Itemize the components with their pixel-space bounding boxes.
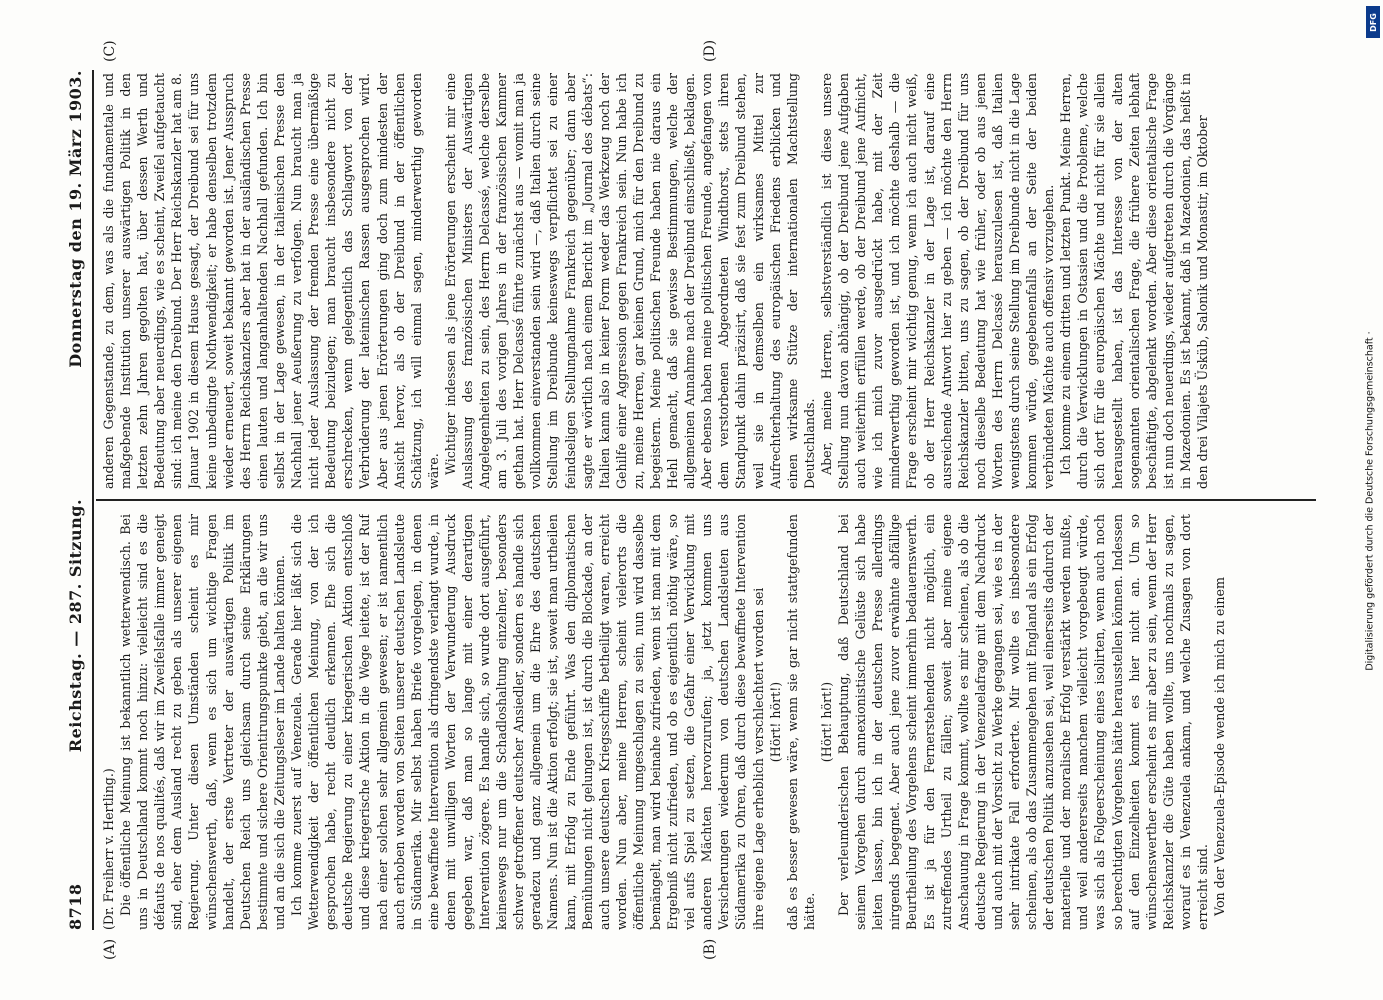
speaker-label: (Dr. Freiherr v. Hertling.) [101, 768, 116, 930]
margin-marker-a: (A) [102, 938, 118, 960]
session-title: Reichstag. — 287. Sitzung. [65, 498, 85, 753]
header-rule [92, 70, 94, 930]
paragraph: Wichtiger indessen als jene Erörterungen erscheint mir eine Auslassung des französischen Ministers der Auswärtigen Angelegenheiten zu sein, des Herrn Delcassé, welche derselbe am 3. Juli des vorigen Jahres in der französischen Kammer gethan hat. Herr Delcassé führte zunächst aus — womit man ja vollkommen einverstanden sein wird —, daß Italien durch seine Stellung im Dreibunde keineswegs verpflichtet sei zu einer feindseligen Stellungnahme Frankreich gegenüber; dann aber sagte er wörtlich nach einem Bericht im „Journal des débats“: Italien kann also in keiner Form weder das Werkzeug noch der Gehilfe einer Aggression gegen Frankreich sein. Nun habe ich zu, meine Herren, gar keinen Grund, mich für den Dreibund zu begeistern. Meine politischen Freunde haben nie daraus ein Hehl gemacht, daß sie gewisse Bestimmungen, welche der allgemeinen Annahme nach der Dreibund einschließt, beklagen. Aber ebenso haben meine politischen Freunde, angefangen von dem verstorbenen Abgeordneten Windthorst, stets ihren Standpunkt dahin präzisirt, daß sie fest zum Dreibund stehen, weil sie in demselben ein wirksames Mittel zur Aufrechterhaltung des europäischen Friedens erblicken und einen wirksame Stütze der internationalen Machtstellung Deutschlands. [442, 73, 817, 489]
session-date: Donnerstag den 19. März 1903. [65, 70, 85, 368]
right-column [100, 73, 1315, 489]
paragraph: anderen Gegenstande, zu dem, was als die fundamentale und maßgebende Institution unserer auswärtigen Politik in den letzten zehn Jahren gegolten hat, über dessen Werth und Bedeutung aber neuerdings, wie es scheint, Zweifel aufgetaucht sind: ich meine den Dreibund. Der Herr Reichskanzler hat am 8. Januar 1902 in diesem Hause gesagt, der Dreibund sei für uns keine unbedingte Nothwendigkeit; er habe denselben trotzdem wieder erneuert, soweit bekannt geworden ist. Jener Ausspruch des Herrn Reichskanzlers aber hat in der ausländischen Presse einen lauten und langanhaltenden Nachhall gefunden. Ich bin selbst in der Lage gewesen, in der italienischen Presse den Nachhall jener Aeußerung zu verfolgen. Nun braucht man ja nicht jeder Auslassung der fremden Presse eine übermäßige Bedeutung beizulegen; man braucht insbesondere nicht zu erschrecken, wenn gelegentlich das Schlagwort von der Verbrüderung der lateinischen Rassen ausgesprochen wird. Aber aus jenen Erörterungen ging doch zum mindesten der Ansicht hervor, als ob der Dreibund in der öffentlichen Schätzung, ich will einmal sagen, minderwerthig geworden wäre. [101, 73, 441, 489]
margin-marker-d: (D) [702, 39, 718, 62]
paragraph: Von der Venezuela-Episode wende ich mich zu einem [1212, 577, 1228, 916]
digitization-credit [1362, 8, 1378, 993]
dfg-logo: DFG [1366, 6, 1380, 38]
paragraph: Der verleumderischen Behauptung, daß Deutschland bei seinem Vorgehen durch annexionistische Gelüste sich habe leiten lassen, bin ich in der deutschen Presse allerdings nirgends begegnet. Aber auch jene zuvor erwähnte abfällige Beurtheilung des Vorgehens scheint immerhin bedauernswerth. Es ist ja für den Fernerstehenden nicht möglich, ein zutreffendes Urtheil zu fällen; soweit aber meine eigene Anschauung in Frage kommt, wollte es mir scheinen, als ob die deutsche Regierung in der Venezuelafrage mit dem Nachdruck und auch mit der Vorsicht zu Werke gegangen sei, wie es in der sehr intrikate Fall erforderte. Mir wollte es insbesondere scheinen, als ob das Zusammengehen mit England als ein Erfolg der deutschen Politik anzusehen sei, weil einerseits dadurch der materielle und der moralische Erfolg verstärkt werden mußte, und weil andererseits manchem vielleicht vorgebeugt würde, was sich als Folgeerscheinung eines isolirten, wenn auch noch so berechtigten Vorgehens hätte herausstellen können. Indessen auf den Einzelheiten kommt es hier nicht an. Um so wünschenswerther erscheint es mir aber zu sein, wenn der Herr Reichskanzler die Güte haben wollte, uns nochmals zu sagen, worauf es in Venezuela ankam, und welche Zusagen von dort erreicht sind. [836, 514, 1210, 930]
margin-marker-b: (B) [702, 938, 718, 960]
left-column [100, 514, 1315, 930]
margin-marker-c: (C) [102, 40, 118, 62]
credit-text: Digitalisierung gefördert durch die Deutsche Forschungsgemeinschaft · [1364, 330, 1376, 671]
column-divider [96, 499, 1316, 501]
running-header [62, 70, 88, 930]
page-number: 8718 [65, 883, 85, 930]
paragraph: Ich komme zu einem dritten und letzten Punkt. Meine Herren, durch die Verwicklungen in Ostasien und die Probleme, welche sich dort für die europäischen Mächte und nicht für sie allein herausgestellt haben, ist das Interesse von der alten sogenannten orientalischen Frage, die frühere Zeiten lebhaft beschäftigte, abgelenkt worden. Aber diese orientalische Frage ist nun doch neuerdings, wieder aufgetreten durch die Vorgänge in Mazedonien. Es ist bekannt, daß in Mazedonien, das heißt in den drei Vilajets Üsküb, Salonik und Monastir, im Oktober [1058, 73, 1210, 489]
interjection: (Hört! hört!) [767, 681, 783, 763]
paragraph: daß es besser gewesen wäre, wenn sie gar nicht stattgefunden hätte. [784, 514, 817, 930]
rotated-page-content [62, 39, 1322, 960]
paragraph: Ich komme zuerst auf Venezuela. Gerade hier läßt sich die Wetterwendigkeit der öffentlichen Meinung, von der ich gesprochen habe, recht deutlich erkennen. Ehe sich die deutsche Regierung zu einer kriegerischen Aktion entschloß und diese kriegerische Aktion in die Wege leitete, ist der Ruf nach einer solchen sehr allgemein gewesen; er ist namentlich auch erhoben worden von Seiten unserer deutschen Landsleute in Südamerika. Mir selbst haben Briefe vorgelegen, in denen eine bewaffnete Intervention als dringendste verlangt wurde, in denen mit unwilligen Worten der Verwunderung Ausdruck gegeben war, daß man so lange mit einer derartigen Intervention zögere. Es handle sich, so wurde dort ausgeführt, keineswegs nur um die Schadloshaltung einzelner, besonders schwer getroffener deutscher Ansiedler, sondern es handle sich geradezu und ganz allgemein um die Ehre des deutschen Namens. Nun ist die Aktion erfolgt; sie ist, soweit man urtheilen kann, mit Erfolg zu Ende geführt. Was den diplomatischen Bemühungen nicht gelungen ist, ist durch die Blockade, an der auch unsere deutschen Kriegsschiffe betheiligt waren, erreicht worden. Nun aber, meine Herren, scheint vielerorts die öffentliche Meinung umgeschlagen zu sein, nun wird dasselbe bemängelt, man wird beinahe zufrieden, wenn ist man mit dem Ergebniß nicht zufrieden, und ob es eigentlich nöthig wäre, so viel aufs Spiel zu setzen, die Gefahr einer Verwicklung mit anderen Mächten hervorzurufen; ja, jetzt kommen uns Versicherungen wiederum von deutschen Landsleuten aus Südamerika zu Ohren, daß durch diese bewaffnete Intervention ihre eigene Lage erheblich verschlechtert worden sei [289, 514, 766, 930]
interjection: (Hört! hört!) [818, 681, 834, 763]
paragraph: Die öffentliche Meinung ist bekanntlich wetterwendisch. Bei uns in Deutschland kommt noch hinzu: vielleicht sind es die défauts de nos qualités, daß wir im Zweifelsfalle immer geneigt sind, eher dem Ausland recht zu geben als unserer eigenen Regierung. Unter diesen Umständen scheint es mir wünschenswerth, daß, wenn es sich um wichtige Fragen handelt, der erste Vertreter der auswärtigen Politik im Deutschen Reich uns gleichsam durch seine Erklärungen bestimmte und sichere Orientirungspunkte giebt, an die wir uns und an die sich die Zeitungsleser im Lande halten können. [118, 514, 287, 930]
paragraph: Aber, meine Herren, selbstverständlich ist diese unsere Stellung nun davon abhängig, ob der Dreibund jene Aufgaben auch weiterhin erfüllen werde, ob der Dreibund jene Aufnicht, wie ich mich zuvor ausgedrückt habe, mit der Zeit minderwerthig geworden ist, und ich möchte deshalb — die Frage erscheint mir wichtig genug, wenn ich auch nicht weiß, ob der Herr Reichskanzler in der Lage ist, darauf eine ausreichende Antwort hier zu geben — ich möchte den Herrn Reichskanzler bitten, uns zu sagen, ob der Dreibund für uns noch dieselbe Bedeutung hat wie früher, oder ob aus jenen Worten des Herrn Delcassé herauszulesen ist, daß Italien wenigstens durch seine Stellung im Dreibunde nicht in die Lage kommen würde, gegebenenfalls an der Seite der beiden verbündeten Mächte auch offensiv vorzugehen. [818, 73, 1057, 489]
